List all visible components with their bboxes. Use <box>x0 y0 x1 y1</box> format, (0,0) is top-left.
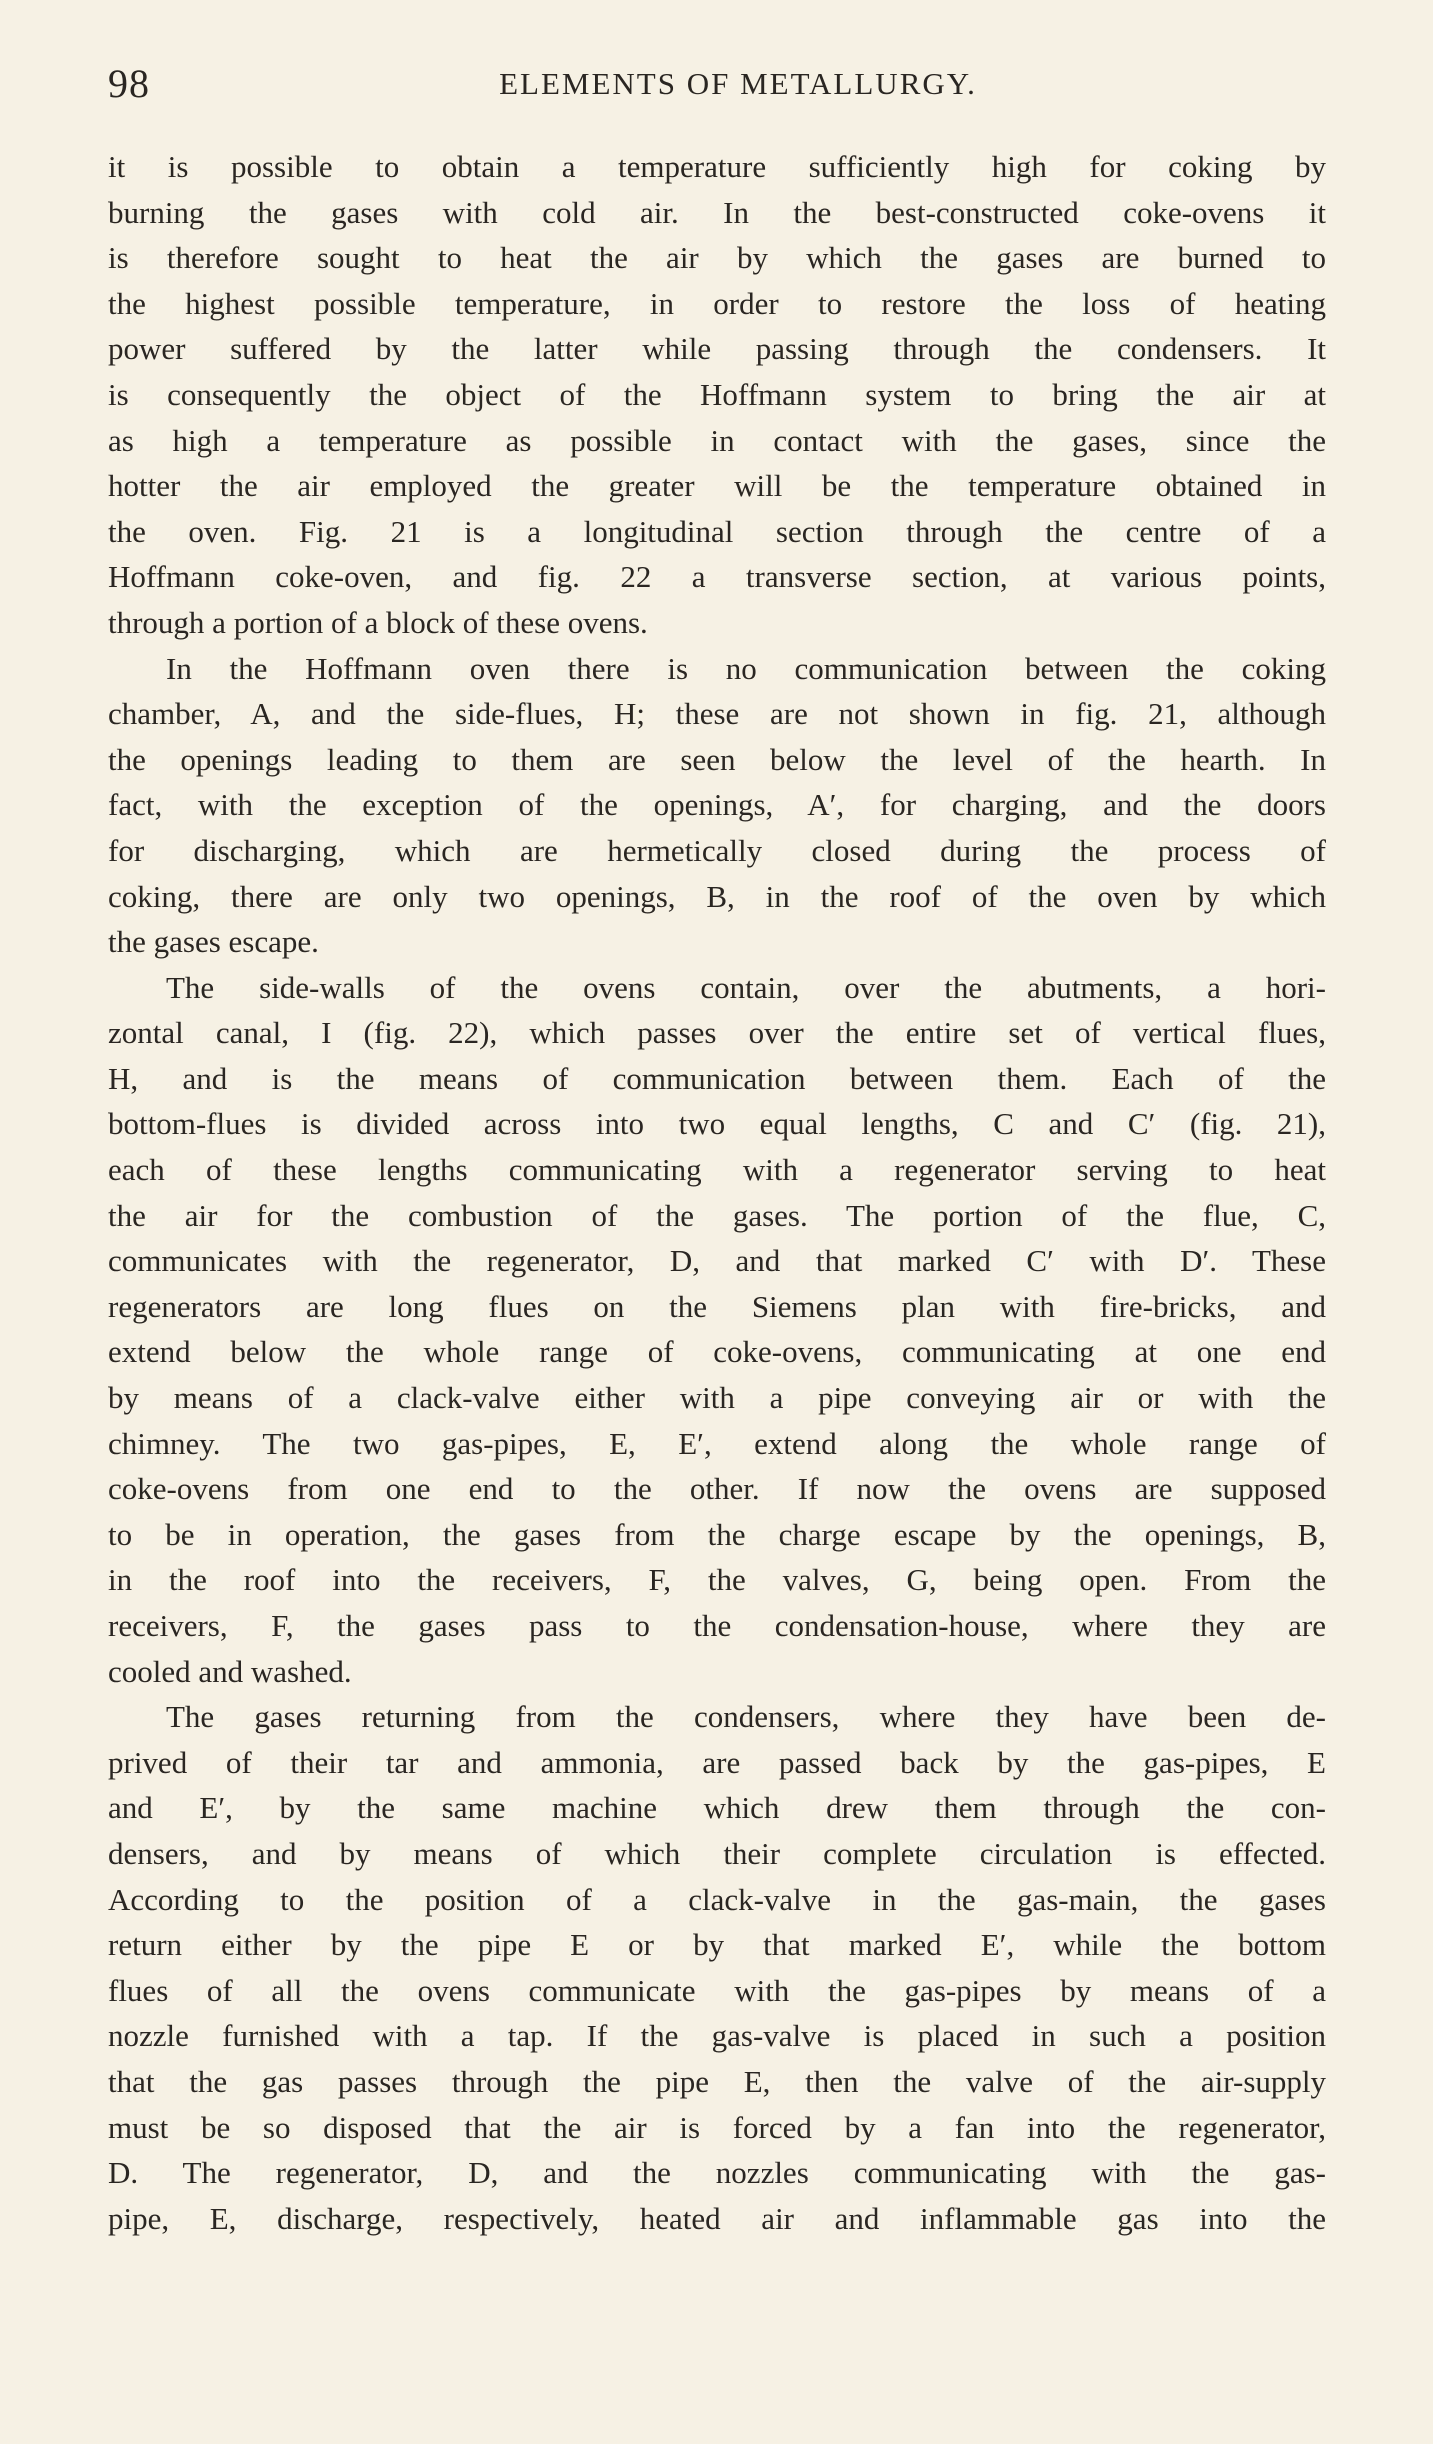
text-line: hotter the air employed the greater will be the temperature obtained in <box>108 468 1326 504</box>
text-line: through a portion of a block of these ovens. <box>108 604 648 640</box>
text-line: bottom-flues is divided across into two equal lengths, C and C′ (fig. 21), <box>108 1106 1326 1142</box>
text-line: The gases returning from the condensers, where they have been de- <box>166 1699 1326 1735</box>
text-line: chimney. The two gas-pipes, E, E′, extend along the whole range of <box>108 1425 1326 1461</box>
paragraph <box>108 646 1326 965</box>
text-line: as high a temperature as possible in contact with the gases, since the <box>108 422 1326 458</box>
page-number: 98 <box>108 61 150 106</box>
body-text <box>108 144 1326 2241</box>
text-line: burning the gases with cold air. In the best-constructed coke-ovens it <box>108 194 1326 230</box>
text-line: zontal canal, I (fig. 22), which passes over the entire set of vertical flues, <box>108 1015 1326 1051</box>
text-line: Hoffmann coke-oven, and fig. 22 a transverse section, at various points, <box>108 559 1326 595</box>
paragraph <box>108 144 1326 646</box>
text-line: for discharging, which are hermetically closed during the process of <box>108 832 1326 868</box>
text-line: densers, and by means of which their complete circulation is effected. <box>108 1835 1326 1871</box>
text-line: fact, with the exception of the openings, A′, for charging, and the doors <box>108 787 1326 823</box>
text-line: coke-ovens from one end to the other. If now the ovens are supposed <box>108 1471 1326 1507</box>
text-line: the oven. Fig. 21 is a longitudinal section through the centre of a <box>108 513 1326 549</box>
text-line: it is possible to obtain a temperature sufficiently high for coking by <box>108 149 1326 184</box>
text-line: The side-walls of the ovens contain, over the abutments, a hori- <box>166 969 1326 1005</box>
text-line: nozzle furnished with a tap. If the gas-valve is placed in such a position <box>108 2018 1326 2054</box>
text-line: power suffered by the latter while passing through the condensers. It <box>108 331 1326 367</box>
text-line: in the roof into the receivers, F, the valves, G, being open. From the <box>108 1562 1326 1598</box>
text-line: chamber, A, and the side-flues, H; these are not shown in fig. 21, although <box>108 696 1326 732</box>
text-line: pipe, E, discharge, respectively, heated air and inflammable gas into the <box>108 2200 1326 2236</box>
paragraph <box>108 1694 1326 2241</box>
text-line: H, and is the means of communication between them. Each of the <box>108 1060 1326 1096</box>
text-line: to be in operation, the gases from the charge escape by the openings, B, <box>108 1516 1326 1552</box>
text-line: prived of their tar and ammonia, are passed back by the gas-pipes, E <box>108 1744 1326 1780</box>
text-line: the highest possible temperature, in order to restore the loss of heating <box>108 285 1326 321</box>
text-line: return either by the pipe E or by that marked E′, while the bottom <box>108 1927 1326 1963</box>
text-line: According to the position of a clack-valve in the gas-main, the gases <box>108 1881 1326 1917</box>
text-line: D. The regenerator, D, and the nozzles communicating with the gas- <box>108 2155 1326 2191</box>
text-line: the gases escape. <box>108 924 319 960</box>
paragraph <box>108 965 1326 1695</box>
text-line: is therefore sought to heat the air by which the gases are burned to <box>108 240 1326 276</box>
text-line: and E′, by the same machine which drew them through the con- <box>108 1790 1326 1826</box>
text-line: that the gas passes through the pipe E, then the valve of the air-supply <box>108 2063 1326 2099</box>
running-head <box>108 60 1328 108</box>
text-line: regenerators are long flues on the Siemens plan with fire-bricks, and <box>108 1288 1326 1324</box>
text-line: the air for the combustion of the gases. The portion of the flue, C, <box>108 1197 1326 1233</box>
text-line: the openings leading to them are seen below the level of the hearth. In <box>108 741 1326 777</box>
text-line: must be so disposed that the air is forced by a fan into the regenerator, <box>108 2109 1326 2145</box>
text-line: receivers, F, the gases pass to the condensation-house, where they are <box>108 1608 1326 1643</box>
text-line: each of these lengths communicating with a regenerator serving to heat <box>108 1152 1326 1188</box>
text-line: coking, there are only two openings, B, in the roof of the oven by which <box>108 878 1326 914</box>
text-line: cooled and washed. <box>108 1653 352 1689</box>
text-line: flues of all the ovens communicate with the gas-pipes by means of a <box>108 1972 1326 2008</box>
text-line: communicates with the regenerator, D, and that marked C′ with D′. These <box>108 1243 1326 1279</box>
text-line: In the Hoffmann oven there is no communication between the coking <box>166 650 1326 686</box>
text-line: extend below the whole range of coke-ovens, communicating at one end <box>108 1334 1326 1370</box>
running-title: ELEMENTS OF METALLURGY. <box>499 66 977 101</box>
text-line: by means of a clack-valve either with a pipe conveying air or with the <box>108 1380 1326 1416</box>
text-line: is consequently the object of the Hoffmann system to bring the air at <box>108 376 1326 412</box>
